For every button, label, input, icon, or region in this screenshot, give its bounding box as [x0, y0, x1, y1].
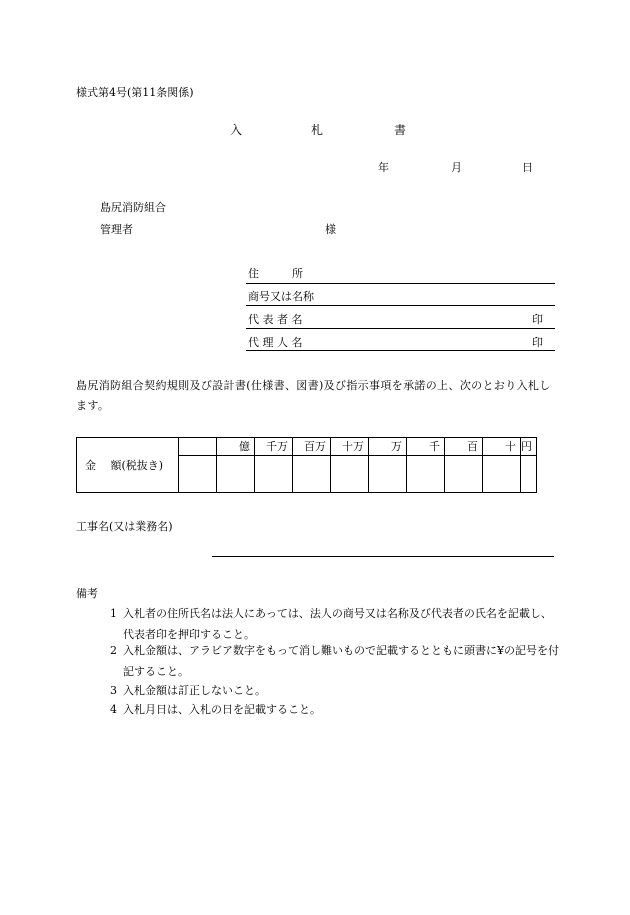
unit-man: 万 [369, 438, 407, 456]
unit-juman: 十万 [331, 438, 369, 456]
remark-text: 入札金額は、アラビア数字をもって消し難いもので記載するとともに頭書に¥の記号を付記すること。 [123, 644, 559, 678]
amount-digit-cell[interactable] [445, 456, 483, 493]
remark-number: 2 [110, 644, 117, 657]
bidder-field-label: 住 所 [248, 267, 303, 280]
amount-digit-cell[interactable] [521, 456, 537, 493]
underline [246, 350, 555, 351]
addressee-organization: 島尻消防組合 [100, 201, 166, 214]
amount-digit-cell[interactable] [483, 456, 521, 493]
amount-digit-cell[interactable] [179, 456, 217, 493]
unit-oku: 億 [217, 438, 255, 456]
amount-digit-cell[interactable] [255, 456, 293, 493]
bidder-field-label: 代 理 人 名 [248, 336, 303, 349]
seal-mark: 印 [532, 313, 543, 326]
unit-hyaku: 百 [445, 438, 483, 456]
amount-digit-cell[interactable] [369, 456, 407, 493]
unit-hyakuman: 百万 [293, 438, 331, 456]
statement-text: 島尻消防組合契約規則及び設計書(仕様書、図書)及び指示事項を承諾の上、次のとおり入札します。 [76, 379, 551, 412]
title-char-2: 札 [311, 123, 324, 137]
bidder-field-label: 代 表 者 名 [248, 313, 303, 326]
remark-number: 4 [110, 703, 117, 716]
addressee-honorific: 様 [325, 223, 336, 236]
form-number: 様式第4号(第11条関係) [76, 86, 194, 99]
underline [246, 283, 555, 284]
bidder-field-label: 商号又は名称 [248, 290, 314, 303]
remark-item-1 [110, 603, 560, 645]
remark-text: 入札金額は訂正しないこと。 [123, 684, 266, 697]
underline [246, 305, 555, 306]
unit-blank [179, 438, 217, 456]
addressee-manager: 管理者 [100, 223, 133, 236]
amount-digit-cell[interactable] [293, 456, 331, 493]
remark-item-4 [110, 699, 560, 720]
amount-digit-cell[interactable] [217, 456, 255, 493]
remark-text: 入札者の住所氏名は法人にあっては、法人の商号又は名称及び代表者の氏名を記載し、代表者印を押印すること。 [123, 607, 552, 641]
amount-table [76, 437, 537, 493]
unit-sen: 千 [407, 438, 445, 456]
amount-label: 金 額(税抜き) [77, 438, 179, 493]
remark-number: 3 [110, 684, 117, 697]
unit-en: 円 [521, 438, 537, 456]
title-char-1: 入 [230, 123, 243, 137]
date-month: 月 [451, 161, 462, 174]
date-day: 日 [522, 161, 533, 174]
underline [246, 328, 555, 329]
project-name-line[interactable] [212, 556, 554, 557]
remark-number: 1 [110, 607, 117, 620]
unit-ju: 十 [483, 438, 521, 456]
remarks-heading: 備考 [76, 587, 98, 600]
remark-item-3 [110, 680, 560, 701]
remark-item-2 [110, 640, 560, 682]
date-year: 年 [378, 161, 389, 174]
title-char-3: 書 [394, 123, 407, 137]
amount-digit-cell[interactable] [331, 456, 369, 493]
seal-mark: 印 [532, 336, 543, 349]
remark-text: 入札月日は、入札の日を記載すること。 [123, 703, 321, 716]
amount-digit-cell[interactable] [407, 456, 445, 493]
unit-senman: 千万 [255, 438, 293, 456]
project-name-label: 工事名(又は業務名) [76, 520, 173, 533]
